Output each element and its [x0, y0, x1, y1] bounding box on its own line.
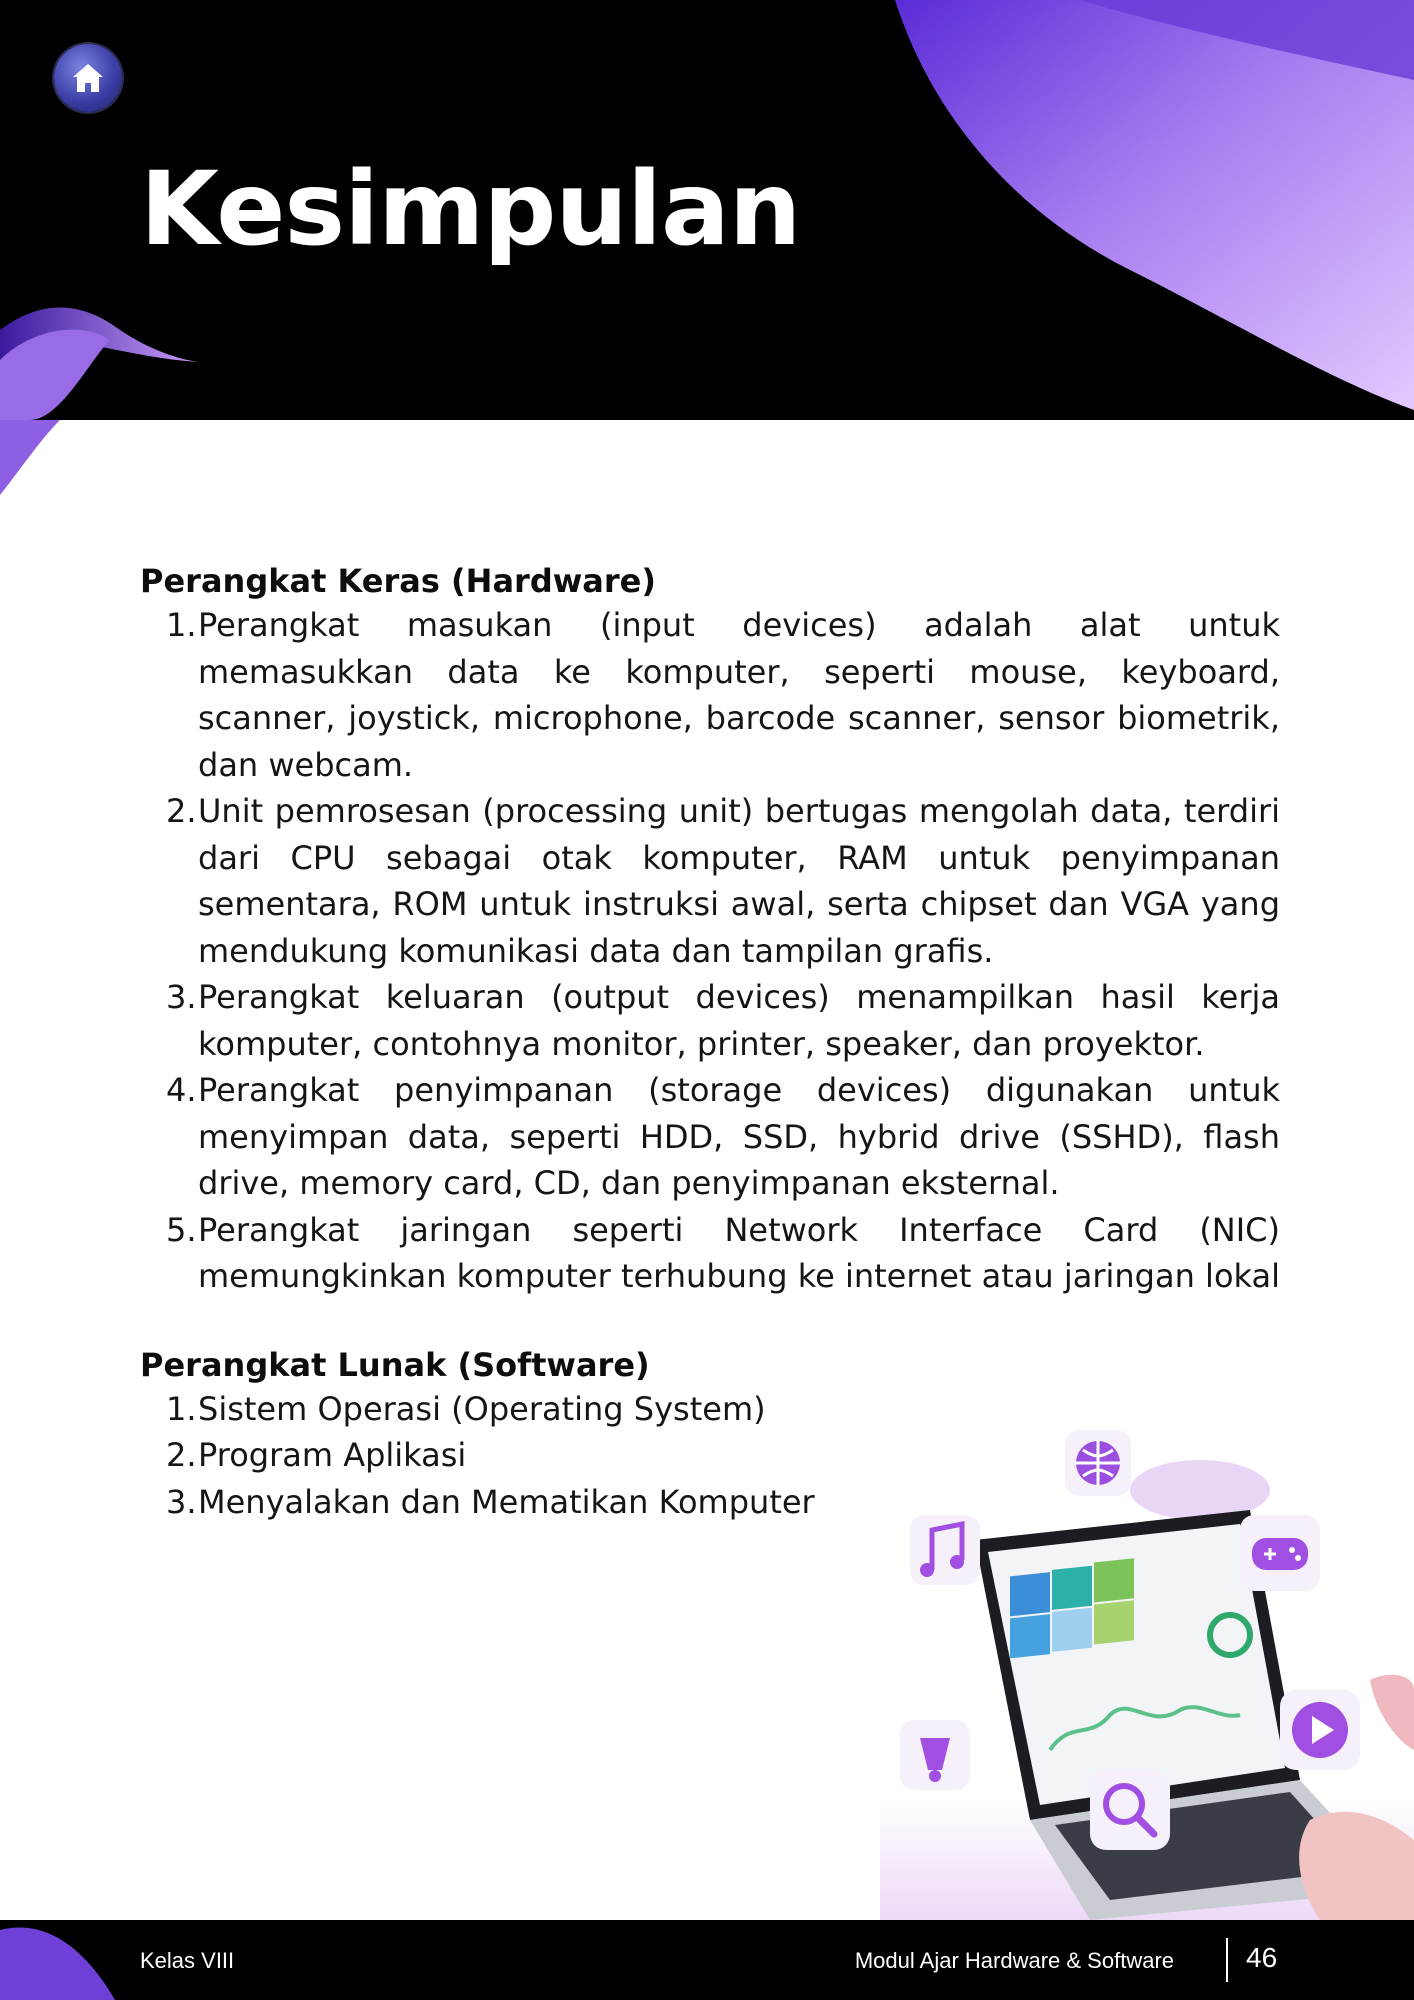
list-number: 5.	[166, 1210, 197, 1249]
list-number: 1.	[166, 1389, 197, 1428]
list-item-text: Program Aplikasi	[198, 1436, 467, 1474]
hardware-heading: Perangkat Keras (Hardware)	[140, 562, 656, 600]
list-item-text: Unit pemrosesan (processing unit) bertugas mengolah data, terdiri dari CPU sebagai otak komputer, RAM untuk penyimpanan sementara, ROM untuk instruksi awal, serta chipset dan VGA yang mendukung komunikasi data dan tampilan grafis.	[198, 792, 1280, 970]
header-banner	[0, 0, 1414, 420]
software-heading: Perangkat Lunak (Software)	[140, 1345, 650, 1384]
list-number: 3.	[166, 978, 197, 1016]
footer-class-label: Kelas VIII	[140, 1948, 235, 1973]
music-note-icon	[910, 1515, 980, 1585]
hardware-list	[140, 602, 1280, 1300]
page-number: 46	[1246, 1942, 1278, 1973]
home-icon	[70, 61, 106, 95]
laptop-illustration	[880, 1420, 1414, 1920]
magnifier-icon	[1090, 1770, 1170, 1850]
list-number: 4.	[166, 1071, 197, 1109]
list-item	[140, 1207, 1280, 1300]
footer-divider	[1226, 1938, 1228, 1982]
globe-icon	[1065, 1430, 1131, 1496]
pen-tool-icon	[900, 1720, 970, 1790]
list-item-text: Perangkat jaringan seperti Network Interface Card (NIC) memungkinkan komputer terhubung ke internet atau jaringan lokal	[198, 1210, 1280, 1295]
footer	[0, 1920, 1414, 2000]
list-number: 2.	[166, 1436, 197, 1474]
list-item	[140, 602, 1280, 788]
gamepad-icon	[1240, 1515, 1320, 1591]
list-item	[140, 974, 1280, 1067]
list-number: 3.	[166, 1482, 197, 1521]
list-item	[140, 788, 1280, 974]
list-item	[140, 1067, 1280, 1207]
list-item-text: Perangkat penyimpanan (storage devices) digunakan untuk menyimpan data, seperti HDD, SSD, hybrid drive (SSHD), flash drive, memory card, CD, dan penyimpanan eksternal.	[198, 1071, 1280, 1202]
list-item-text: Menyalakan dan Mematikan Komputer	[198, 1482, 815, 1521]
main-content	[140, 562, 1280, 1525]
ribbon-tail-decoration	[0, 420, 80, 500]
list-number: 2.	[166, 792, 197, 830]
footer-ribbon-decoration	[0, 1920, 120, 2000]
list-item-text: Sistem Operasi (Operating System)	[198, 1389, 766, 1428]
footer-module-title: Modul Ajar Hardware & Software	[854, 1948, 1174, 1973]
list-number: 1.	[166, 606, 197, 644]
list-item-text: Perangkat keluaran (output devices) menampilkan hasil kerja komputer, contohnya monitor, printer, speaker, dan proyektor.	[198, 978, 1280, 1063]
play-button-icon	[1280, 1690, 1360, 1770]
list-item-text: Perangkat masukan (input devices) adalah alat untuk memasukkan data ke komputer, seperti mouse, keyboard, scanner, joystick, microphone, barcode scanner, sensor biometrik, dan webcam.	[198, 606, 1280, 784]
page-title: Kesimpulan	[140, 150, 801, 269]
home-button[interactable]	[54, 44, 122, 112]
